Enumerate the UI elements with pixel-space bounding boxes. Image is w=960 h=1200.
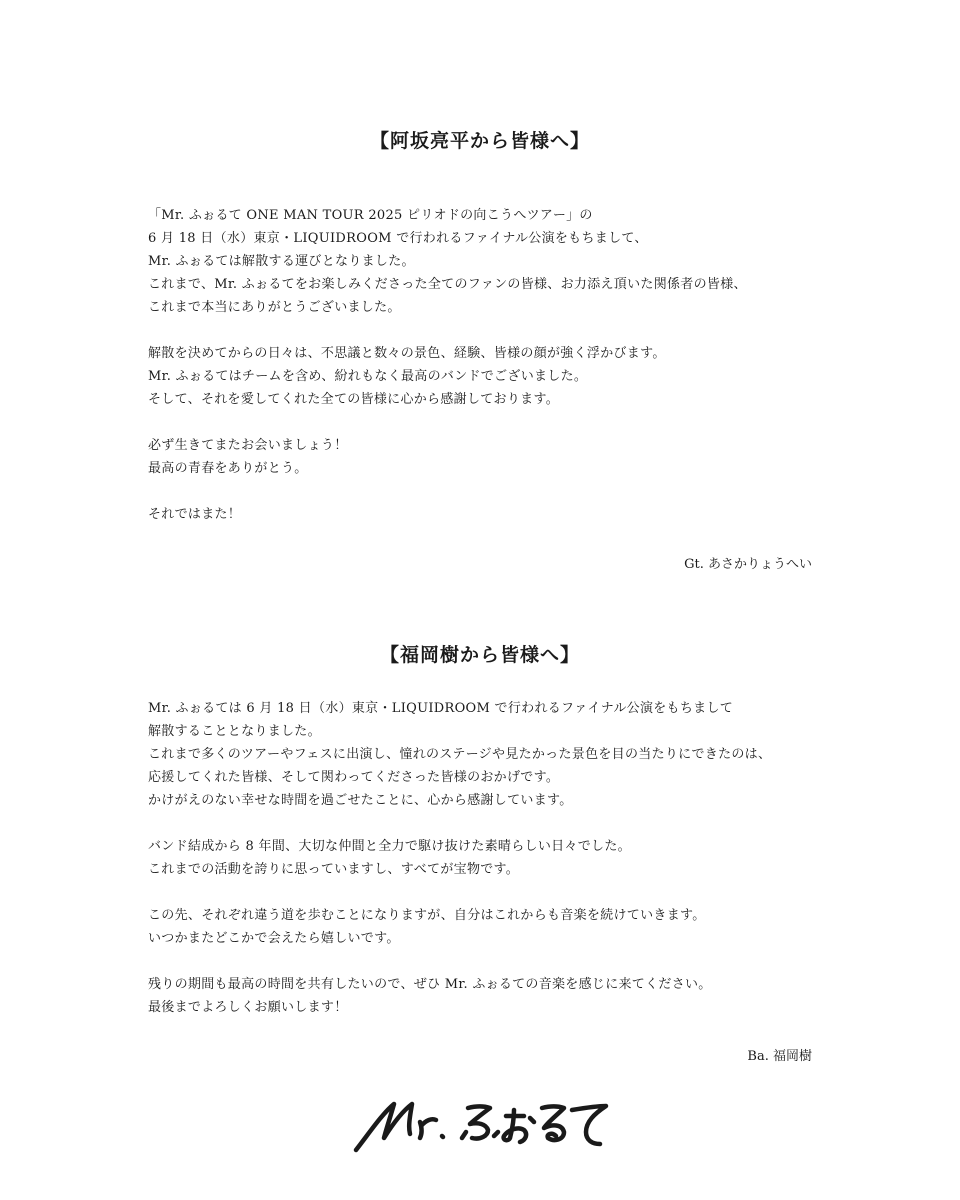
body-line: 応援してくれた皆様、そして関わってくださった皆様のおかげです。	[148, 770, 560, 785]
body-line: 「Mr. ふぉるて ONE MAN TOUR 2025 ピリオドの向こうへツアー」の	[148, 208, 593, 223]
letter-1-signature: Gt. あさかりょうへい	[684, 557, 812, 572]
body-line: 解散を決めてからの日々は、不思議と数々の景色、経験、皆様の顔が強く浮かびます。	[148, 346, 666, 361]
body-line: いつかまたどこかで会えたら嬉しいです。	[148, 931, 400, 946]
letter-1-paragraph-3	[148, 434, 828, 480]
body-line: 最後までよろしくお願いします！	[148, 1000, 348, 1015]
letter-1-body	[148, 204, 828, 526]
letter-2-body	[148, 697, 828, 1019]
body-line: Mr. ふぉるては解散する運びとなりました。	[148, 254, 415, 269]
body-line: これまで多くのツアーやフェスに出演し、憧れのステージや見たかった景色を目の当たりにできたのは、	[148, 747, 772, 762]
body-line: これまでの活動を誇りに思っていますし、すべてが宝物です。	[148, 862, 520, 877]
body-line: 必ず生きてまたお会いましょう！	[148, 438, 348, 453]
letter-1-paragraph-1	[148, 204, 828, 319]
letter-2-paragraph-1	[148, 697, 828, 812]
body-line: そして、それを愛してくれた全ての皆様に心から感謝しております。	[148, 392, 560, 407]
letter-1-paragraph-2	[148, 342, 828, 411]
letter-2-paragraph-4	[148, 973, 828, 1019]
band-logo-icon	[350, 1092, 610, 1156]
body-line: 解散することとなりました。	[148, 724, 321, 739]
letter-1-title: 【阿坂亮平から皆様へ】	[369, 130, 590, 152]
body-line: 6 月 18 日（水）東京・LIQUIDROOM で行われるファイナル公演をもちまして、	[148, 231, 648, 246]
body-line: Mr. ふぉるてはチームを含め、紛れもなく最高のバンドでございました。	[148, 369, 588, 384]
letter-1-paragraph-4	[148, 503, 828, 526]
band-logo	[350, 1092, 610, 1156]
letter-2-paragraph-2	[148, 835, 828, 881]
letter-2-title: 【福岡樹から皆様へ】	[379, 644, 580, 666]
body-line: バンド結成から 8 年間、大切な仲間と全力で駆け抜けた素晴らしい日々でした。	[148, 839, 631, 854]
body-line: これまで本当にありがとうございました。	[148, 300, 401, 315]
body-line: Mr. ふぉるては 6 月 18 日（水）東京・LIQUIDROOM で行われるファイナル公演をもちまして	[148, 701, 734, 716]
body-line: それではまた！	[148, 507, 242, 522]
body-line: 最高の青春をありがとう。	[148, 461, 308, 476]
body-line: かけがえのない幸せな時間を過ごせたことに、心から感謝しています。	[148, 793, 573, 808]
body-line: 残りの期間も最高の時間を共有したいので、ぜひ Mr. ふぉるての音楽を感じに来てください。	[148, 977, 712, 992]
letter-2-signature: Ba. 福岡樹	[747, 1049, 812, 1064]
body-line: これまで、Mr. ふぉるてをお楽しみくださった全てのファンの皆様、お力添え頂いた関係者の皆様、	[148, 277, 747, 292]
letter-2-paragraph-3	[148, 904, 828, 950]
body-line: この先、それぞれ違う道を歩むことになりますが、自分はこれからも音楽を続けていきます。	[148, 908, 706, 923]
